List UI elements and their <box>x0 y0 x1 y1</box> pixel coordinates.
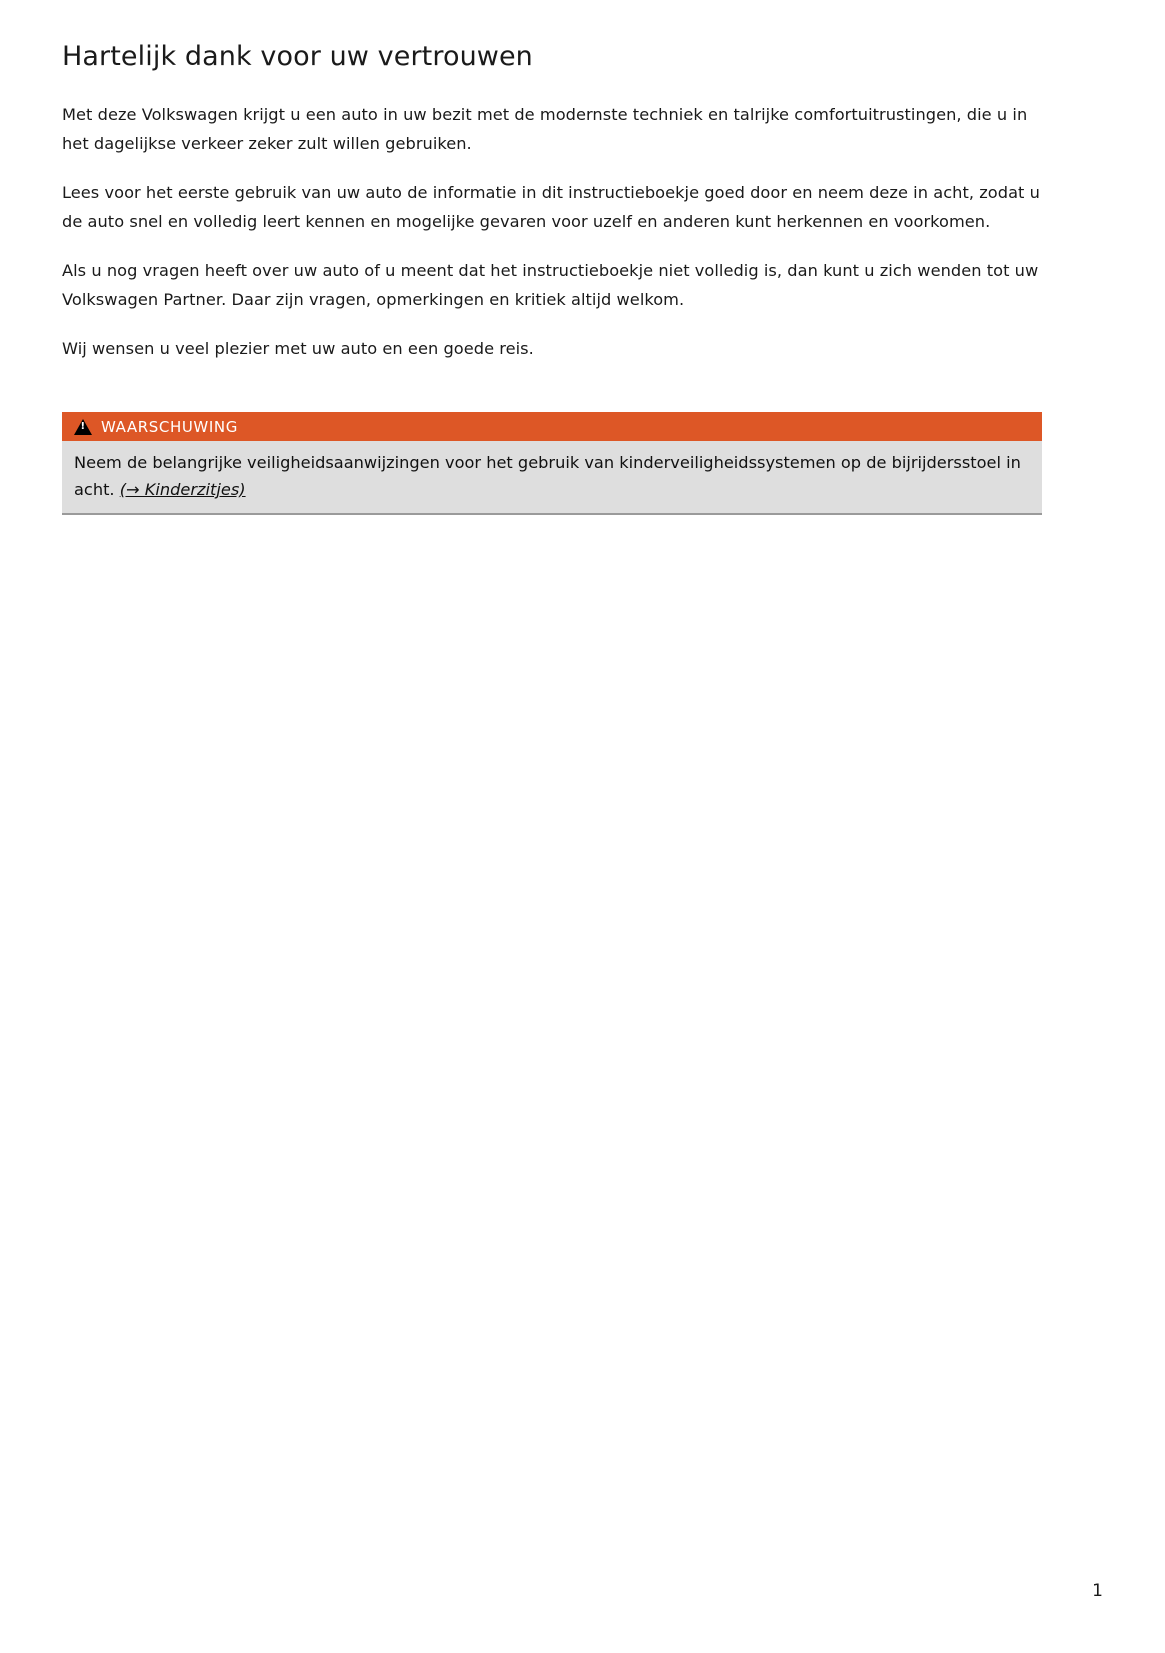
body-paragraph: Lees voor het eerste gebruik van uw auto de informatie in dit instructieboekje goed door en neem deze in acht, zodat u de auto snel en volledig leert kennen en mogelijke gevaren voor uzelf en anderen kunt herkennen en voorkomen. <box>62 183 1040 231</box>
body-paragraph: Met deze Volkswagen krijgt u een auto in uw bezit met de modernste techniek en talrijke comfortuitrustingen, die u in het dagelijkse verkeer zeker zult willen gebruiken. <box>62 105 1028 153</box>
cross-reference-link[interactable]: (→ Kinderzitjes) <box>119 480 246 499</box>
page-content <box>62 40 1042 515</box>
warning-text: Neem de belangrijke veiligheidsaanwijzingen voor het gebruik van kinderveiligheidssystemen op de bijrijdersstoel in acht. <box>74 453 1021 499</box>
warning-label: WAARSCHUWING <box>101 417 238 436</box>
body-paragraph: Wij wensen u veel plezier met uw auto en een goede reis. <box>62 339 534 358</box>
warning-box <box>62 412 1042 515</box>
body-paragraph: Als u nog vragen heeft over uw auto of u meent dat het instructieboekje niet volledig is, dan kunt u zich wenden tot uw Volkswagen Partner. Daar zijn vragen, opmerkingen en kritiek altijd welkom. <box>62 261 1039 309</box>
warning-header <box>62 412 1042 441</box>
warning-triangle-icon <box>74 419 92 435</box>
page-number: 1 <box>1092 1581 1103 1601</box>
page-title: Hartelijk dank voor uw vertrouwen <box>62 41 533 72</box>
warning-body <box>62 441 1042 515</box>
